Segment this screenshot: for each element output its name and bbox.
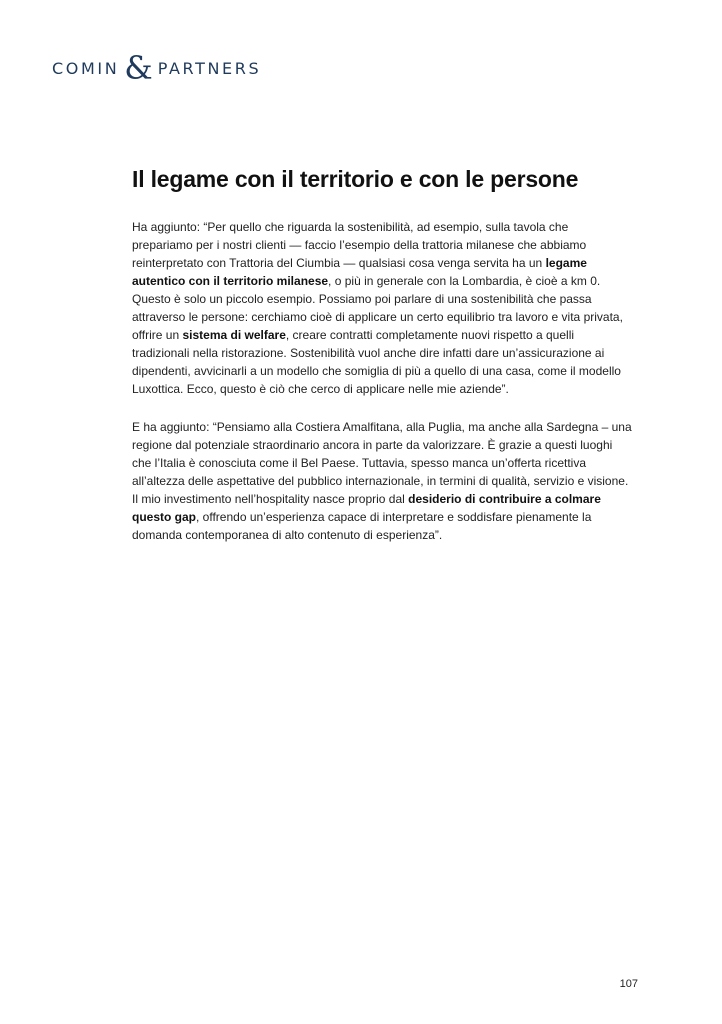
company-logo <box>52 49 262 87</box>
paragraph-sustainability <box>132 218 632 398</box>
paragraph2-text-2: , offrendo un’esperienza capace di interpretare e soddisfare pienamente la domanda contemporanea di alto contenuto di esperienza”. <box>132 510 592 542</box>
page-number: 107 <box>619 978 638 990</box>
paragraph1-bold-2: sistema di welfare <box>182 328 286 342</box>
paragraph2-bold-1: desiderio di contribuire a colmare questo gap <box>132 492 601 524</box>
logo-word-partners: PARTNERS <box>157 58 262 78</box>
paragraph1-text-1: Ha aggiunto: “Per quello che riguarda la sostenibilità, ad esempio, sulla tavola che prepariamo per i nostri clienti — faccio l’esempio della trattoria milanese che abbiamo reinterpretato con Trattoria del Ciumbia — qualsiasi cosa venga servita ha un <box>132 220 587 270</box>
logo-ampersand: & <box>124 49 153 87</box>
section-heading: Il legame con il territorio e con le persone <box>132 166 579 192</box>
paragraph-hospitality <box>132 418 632 544</box>
paragraph2-text-1: E ha aggiunto: “Pensiamo alla Costiera Amalfitana, alla Puglia, ma anche alla Sardegna – una regione dal potenziale straordinario ancora in parte da valorizzare. È grazie a questi luoghi che l’Italia è conosciuta come il Bel Paese. Tuttavia, spesso manca un’offerta ricettiva all’altezza delle aspettative del pubblico internazionale, in termini di qualità, servizio e visione. Il mio investimento nell’hospitality nasce proprio dal <box>132 420 632 506</box>
paragraph1-bold-1: legame autentico con il territorio milanese <box>132 256 587 288</box>
paragraph1-text-3: , creare contratti completamente nuovi rispetto a quelli tradizionali nella ristorazione. Sostenibilità vuol anche dire infatti dare un’assicurazione ai dipendenti, avvicinarli a un modello che somiglia di più a quello di una casa, come il modello Luxottica. Ecco, questo è ciò che cerco di applicare nelle mie aziende”. <box>132 328 621 396</box>
paragraph1-text-2: , o più in generale con la Lombardia, è cioè a km 0. Questo è solo un piccolo esempio. Possiamo poi parlare di una sostenibilità che passa attraverso le persone: cerchiamo cioè di applicare un certo equilibrio tra lavoro e vita privata, offrire un <box>132 274 623 342</box>
logo-word-comin: COMIN <box>52 58 120 78</box>
